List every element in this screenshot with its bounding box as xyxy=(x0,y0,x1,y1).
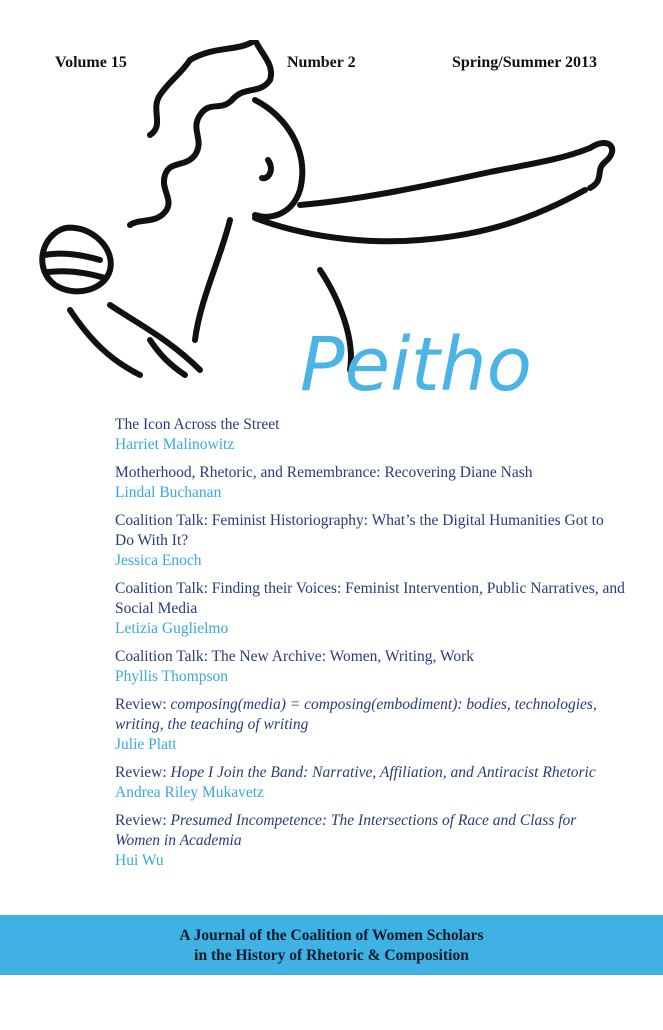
article-title: Review: Hope I Join the Band: Narrative, Affiliation, and Antiracist Rhetoric xyxy=(115,764,596,781)
article-author: Jessica Enoch xyxy=(115,552,202,569)
article-author: Letizia Guglielmo xyxy=(115,620,229,637)
cover-illustration xyxy=(0,40,663,410)
toc-entry[interactable] xyxy=(115,511,625,571)
banner-line-2: in the History of Rhetoric & Composition xyxy=(194,947,469,964)
article-title: Coalition Talk: Feminist Historiography: What’s the Digital Humanities Got to Do With It? xyxy=(115,512,604,549)
article-author: Julie Platt xyxy=(115,736,177,753)
toc-entry[interactable] xyxy=(115,763,625,803)
toc-entry[interactable] xyxy=(115,463,625,503)
volume-label: Volume 15 xyxy=(55,54,127,71)
article-title: Review: Presumed Incompetence: The Intersections of Race and Class for Women in Academia xyxy=(115,812,577,849)
toc-entry[interactable] xyxy=(115,695,625,755)
table-of-contents xyxy=(115,415,625,879)
article-author: Andrea Riley Mukavetz xyxy=(115,784,264,801)
article-title: Motherhood, Rhetoric, and Remembrance: Recovering Diane Nash xyxy=(115,464,533,481)
article-author: Hui Wu xyxy=(115,852,164,869)
article-author: Harriet Malinowitz xyxy=(115,436,235,453)
masthead-title: Peitho xyxy=(300,322,532,408)
banner-line-1: A Journal of the Coalition of Women Scholars xyxy=(179,927,484,944)
toc-entry[interactable] xyxy=(115,579,625,639)
season-label: Spring/Summer 2013 xyxy=(452,54,598,71)
article-title: Coalition Talk: Finding their Voices: Feminist Intervention, Public Narratives, and Social Media xyxy=(115,580,625,617)
article-title: Review: composing(media) = composing(embodiment): bodies, technologies, writing, the teaching of writing xyxy=(115,696,597,733)
journal-banner xyxy=(0,915,663,975)
toc-entry[interactable] xyxy=(115,415,625,455)
article-author: Phyllis Thompson xyxy=(115,668,228,685)
article-author: Lindal Buchanan xyxy=(115,484,222,501)
number-label: Number 2 xyxy=(287,54,356,71)
article-title: Coalition Talk: The New Archive: Women, Writing, Work xyxy=(115,648,474,665)
article-title: The Icon Across the Street xyxy=(115,416,280,433)
toc-entry[interactable] xyxy=(115,811,625,871)
toc-entry[interactable] xyxy=(115,647,625,687)
